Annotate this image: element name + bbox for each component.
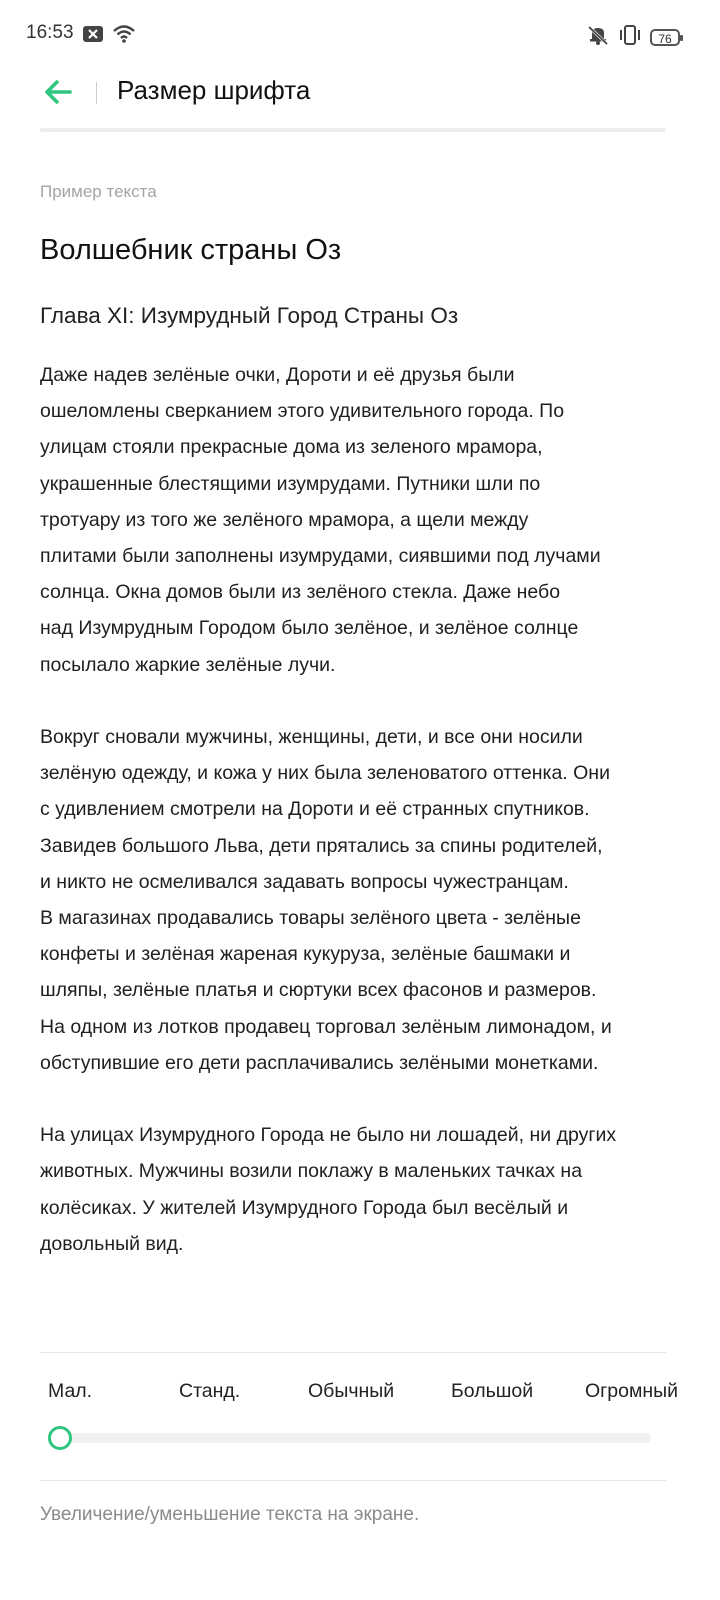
chapter-title: Глава XI: Изумрудный Город Страны Оз bbox=[40, 303, 459, 328]
preview-paragraph: Вокруг сновали мужчины, женщины, дети, и все они носили зелёную одежду, и кожа у них была зеленоватого оттенка. Они с удивлением смотрели на Дороти и её странных спутников. Завидев большого Льва, дети прятались за спины родителей, и никто не осмеливался задавать вопросы чужестранцам. В магазинах продавались товары зелёного цвета - зелёные конфеты и зелёная жареная кукуруза, зелёные башмаки и шляпы, зелёные платья и сюртуки всех фасонов и размеров. На одном из лотков продавец торговал зелёным лимонадом, и обступившие его дети расплачивались зелёными монетками. bbox=[40, 726, 612, 1074]
font-size-slider-thumb[interactable] bbox=[48, 1426, 72, 1450]
battery-icon: 76 bbox=[650, 29, 680, 46]
book-title: Волшебник страны Оз bbox=[40, 234, 342, 266]
font-size-option-normal[interactable]: Обычный bbox=[308, 1380, 395, 1402]
font-size-option-standard[interactable]: Станд. bbox=[179, 1380, 241, 1402]
preview-body bbox=[40, 357, 680, 1298]
wifi-icon bbox=[112, 24, 136, 49]
page-title: Размер шрифта bbox=[117, 75, 311, 105]
font-size-hint: Увеличение/уменьшение текста на экране. bbox=[40, 1504, 420, 1525]
slider-separator-top bbox=[40, 1352, 666, 1353]
font-size-option-huge[interactable]: Огромный bbox=[585, 1380, 679, 1402]
status-time: 16:53 bbox=[26, 22, 74, 43]
header-separator bbox=[40, 128, 666, 132]
app-header bbox=[0, 60, 720, 124]
header-divider bbox=[96, 82, 97, 104]
font-size-option-small[interactable]: Мал. bbox=[48, 1380, 93, 1402]
notification-x-icon bbox=[82, 24, 104, 49]
font-size-options bbox=[0, 1380, 720, 1410]
arrow-left-icon bbox=[40, 74, 76, 110]
sample-text-label: Пример текста bbox=[40, 182, 157, 201]
preview-paragraph: На улицах Изумрудного Города не было ни лошадей, ни других животных. Мужчины возили поклажу в маленьких тачках на колёсиках. У жителей Изумрудного Города был весёлый и довольный вид. bbox=[40, 1124, 617, 1255]
preview-paragraph: Даже надев зелёные очки, Дороти и её друзья были ошеломлены сверканием этого удивительного города. По улицам стояли прекрасные дома из зеленого мрамора, украшенные блестящими изумрудами. Путники шли по тротуару из того же зелёного мрамора, а щели между плитами были заполнены изумрудами, сиявшими под лучами солнца. Окна домов были из зелёного стекла. Даже небо над Изумрудным Городом было зелёное, и зелёное солнце посылало жаркие зелёные лучи. bbox=[40, 364, 601, 676]
slider-separator-bottom bbox=[40, 1480, 666, 1481]
back-button[interactable] bbox=[40, 74, 76, 110]
font-size-option-large[interactable]: Большой bbox=[451, 1380, 534, 1402]
font-size-slider-track[interactable] bbox=[60, 1433, 651, 1443]
mute-icon bbox=[586, 24, 610, 51]
vibrate-icon bbox=[618, 24, 642, 51]
